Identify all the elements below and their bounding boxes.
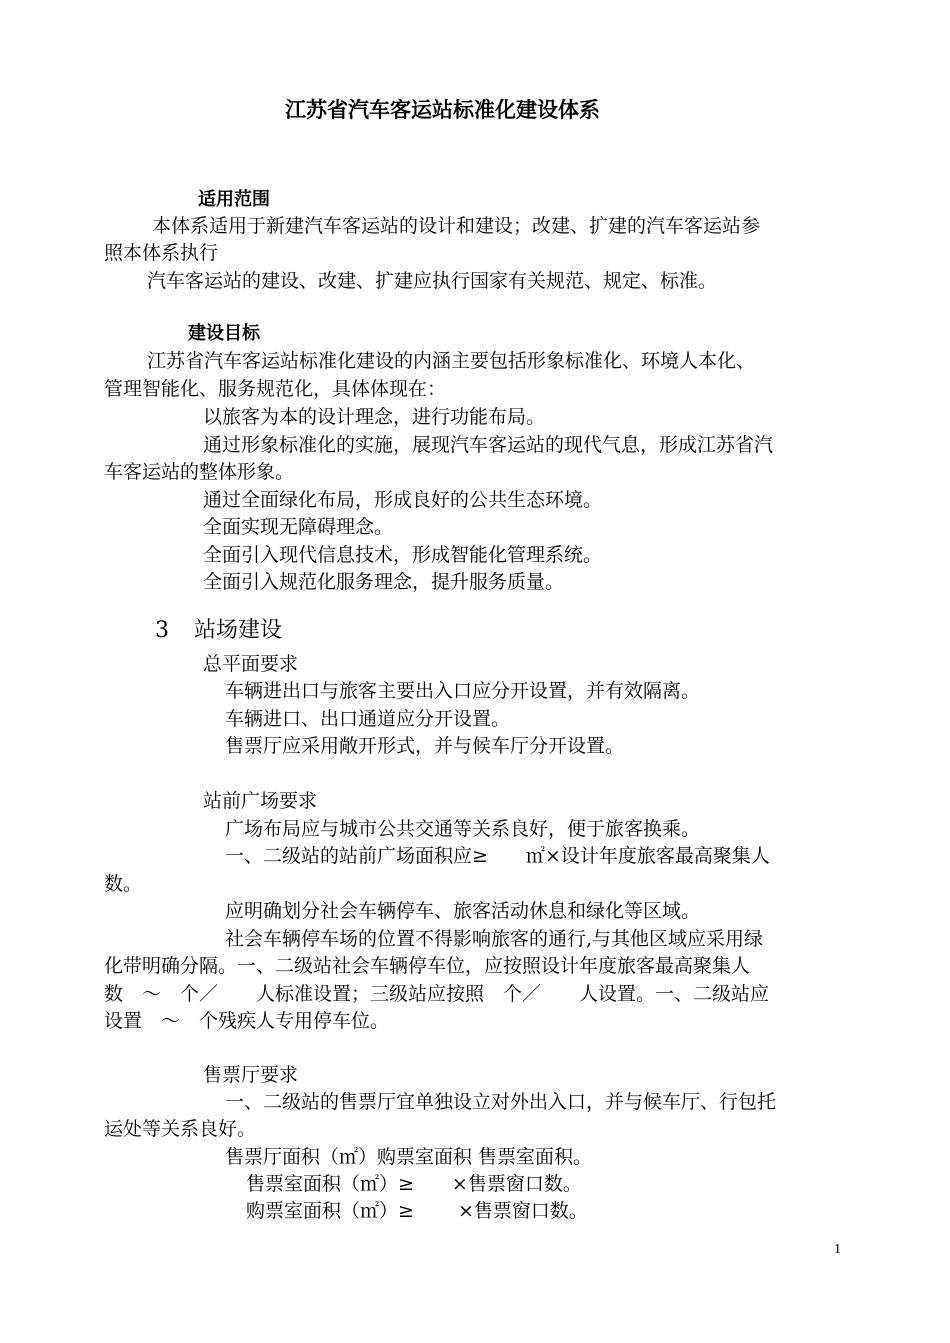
paragraph-line: 设置 ～ 个残疾人专用停车位。 (104, 1010, 390, 1032)
paragraph-line: 一、二级站的站前广场面积应≥ ㎡×设计年度旅客最高聚集人 (225, 845, 770, 867)
paragraph-line: 购票室面积（㎡）≥ ×售票窗口数。 (246, 1200, 588, 1222)
list-item: 全面引入规范化服务理念，提升服务质量。 (203, 571, 565, 593)
list-item: 车辆进口、出口通道应分开设置。 (225, 708, 511, 730)
section-heading-goals: 建设目标 (188, 323, 260, 344)
list-item: 通过全面绿化布局，形成良好的公共生态环境。 (203, 489, 603, 511)
section-number: 3 (155, 618, 169, 643)
paragraph-line: 社会车辆停车场的位置不得影响旅客的通行,与其他区域应采用绿 (225, 928, 764, 950)
paragraph-line: 照本体系执行 (104, 242, 219, 264)
list-item: 全面引入现代信息技术，形成智能化管理系统。 (203, 544, 603, 566)
paragraph-line: 数。 (104, 873, 143, 895)
paragraph-line: 管理智能化、服务规范化，具体体现在： (104, 378, 447, 400)
paragraph-line: 一、二级站的售票厅宜单独设立对外出入口，并与候车厅、行包托 (225, 1091, 777, 1113)
paragraph-line: 运处等关系良好。 (104, 1118, 257, 1140)
subsection-heading-layout: 总平面要求 (203, 653, 299, 675)
list-item: 通过形象标准化的实施，展现汽车客运站的现代气息，形成江苏省汽 (203, 434, 774, 456)
paragraph-line: 江苏省汽车客运站标准化建设的内涵主要包括形象标准化、环境人本化、 (147, 350, 756, 372)
document-title: 江苏省汽车客运站标准化建设体系 (285, 98, 600, 122)
paragraph-line: 应明确划分社会车辆停车、旅客活动休息和绿化等区域。 (225, 900, 701, 922)
section-heading-site: 站场建设 (194, 618, 283, 643)
paragraph-line: 售票室面积（㎡）≥ ×售票窗口数。 (246, 1173, 582, 1195)
subsection-heading-ticket-hall: 售票厅要求 (203, 1064, 299, 1086)
subsection-heading-plaza: 站前广场要求 (203, 790, 318, 812)
list-item: 全面实现无障碍理念。 (203, 516, 394, 538)
paragraph-line: 本体系适用于新建汽车客运站的设计和建设；改建、扩建的汽车客运站参 (152, 215, 761, 237)
paragraph-line: 汽车客运站的建设、改建、扩建应执行国家有关规范、规定、标准。 (147, 270, 718, 292)
paragraph-line: 数 ～ 个／ 人标准设置；三级站应按照 个／ 人设置。一、二级站应 (104, 983, 770, 1005)
paragraph-line: 广场布局应与城市公共交通等关系良好，便于旅客换乘。 (225, 818, 701, 840)
list-item: 售票厅应采用敞开形式，并与候车厅分开设置。 (225, 735, 625, 757)
page-number: 1 (834, 1242, 841, 1257)
section-heading-scope: 适用范围 (198, 189, 270, 210)
list-item: 车辆进出口与旅客主要出入口应分开设置，并有效隔离。 (225, 680, 701, 702)
list-item: 以旅客为本的设计理念，进行功能布局。 (203, 406, 546, 428)
list-item: 车客运站的整体形象。 (104, 461, 295, 483)
paragraph-line: 售票厅面积（㎡）购票室面积 售票室面积。 (225, 1146, 593, 1168)
paragraph-line: 化带明确分隔。一、二级站社会车辆停车位，应按照设计年度旅客最高聚集人 (104, 955, 751, 977)
